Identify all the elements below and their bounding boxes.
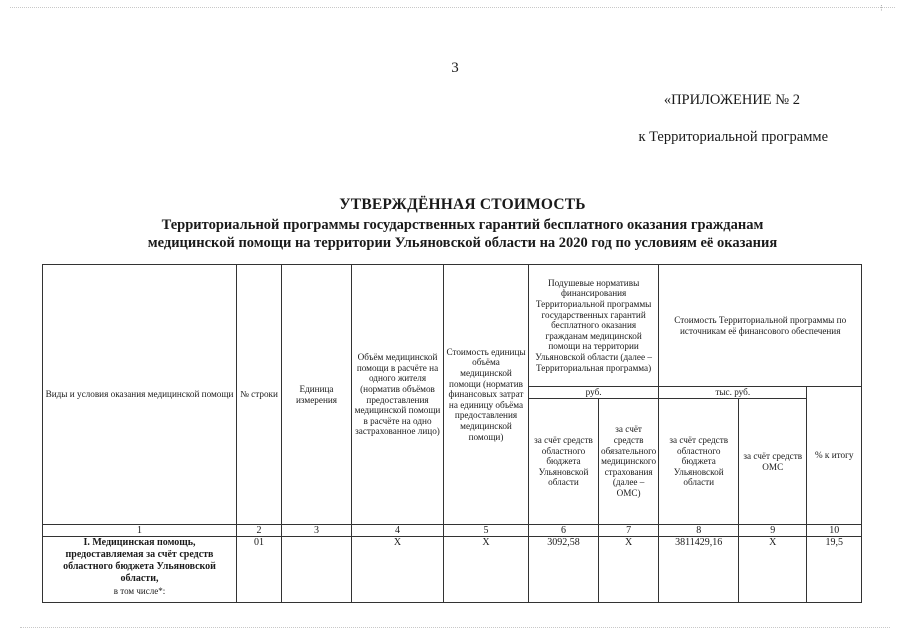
- header-thousand-rub: тыс. руб.: [659, 387, 807, 399]
- row-percent: 19,5: [807, 537, 862, 603]
- col-number-10: 10: [807, 525, 862, 537]
- header-volume: Объём медицинской помощи в расчёте на одного жителя (норматив объёмов предоставления медицинской помощи в расчёте на одно застрахованное лицо): [352, 265, 444, 525]
- col-number-2: 2: [237, 525, 282, 537]
- header-rub: руб.: [529, 387, 659, 399]
- row-thousand-oms: Х: [739, 537, 807, 603]
- col-number-8: 8: [659, 525, 739, 537]
- row-rub-budget: 3092,58: [529, 537, 599, 603]
- row-number: 01: [237, 537, 282, 603]
- scan-bottom-edge: [20, 627, 890, 628]
- table-row: [43, 537, 862, 603]
- row-cost-unit: Х: [444, 537, 529, 603]
- row-label: I. Медицинская помощь, предоставляемая за счёт средств областного бюджета Ульяновской области,: [63, 537, 216, 584]
- row-note: в том числе*:: [113, 586, 166, 596]
- header-unit: Единица измерения: [282, 265, 352, 525]
- appendix-subtitle: к Территориальной программе: [638, 129, 828, 145]
- col-number-4: 4: [352, 525, 444, 537]
- col-number-6: 6: [529, 525, 599, 537]
- header-percent-total: % к итогу: [807, 387, 862, 525]
- row-volume: Х: [352, 537, 444, 603]
- header-oms-short: за счёт средств ОМС: [739, 399, 807, 525]
- cost-table: [42, 264, 862, 603]
- page-number: 3: [451, 60, 459, 76]
- subtitle-line-2: медицинской помощи на территории Ульяновской области на 2020 год по условиям её оказания: [147, 235, 778, 251]
- header-total-cost: Стоимость Территориальной программы по источникам её финансового обеспечения: [659, 265, 862, 387]
- scan-top-edge: [10, 7, 895, 8]
- col-number-9: 9: [739, 525, 807, 537]
- header-per-capita: Подушевые нормативы финансирования Территориальной программы государственных гарантий бесплатного оказания гражданам медицинской помощи на территории Ульяновской области (далее – Территориальная программа): [529, 265, 659, 387]
- col-number-3: 3: [282, 525, 352, 537]
- header-row-no: № строки: [237, 265, 282, 525]
- document-subtitle: [40, 216, 885, 252]
- row-label-cell: [43, 537, 237, 603]
- col-number-7: 7: [599, 525, 659, 537]
- header-regional-budget: за счёт средств областного бюджета Ульяновской области: [529, 399, 599, 525]
- col-number-1: 1: [43, 525, 237, 537]
- row-rub-oms: Х: [599, 537, 659, 603]
- document-title: УТВЕРЖДЁННАЯ СТОИМОСТЬ: [339, 196, 586, 213]
- header-oms-funds: за счёт средств обязательного медицинского страхования (далее – ОМС): [599, 399, 659, 525]
- subtitle-line-1: Территориальной программы государственных гарантий бесплатного оказания гражданам: [161, 217, 764, 233]
- col-number-5: 5: [444, 525, 529, 537]
- header-cost-unit: Стоимость единицы объёма медицинской помощи (норматив финансовых затрат на единицу объёма предоставления медицинской помощи): [444, 265, 529, 525]
- appendix-title: «ПРИЛОЖЕНИЕ № 2: [663, 92, 800, 108]
- header-regional-budget-2: за счёт средств областного бюджета Ульяновской области: [659, 399, 739, 525]
- scan-corner-mark: ⁝: [880, 4, 883, 14]
- row-unit: [282, 537, 352, 603]
- header-kinds: Виды и условия оказания медицинской помощи: [43, 265, 237, 525]
- row-thousand-budget: 3811429,16: [659, 537, 739, 603]
